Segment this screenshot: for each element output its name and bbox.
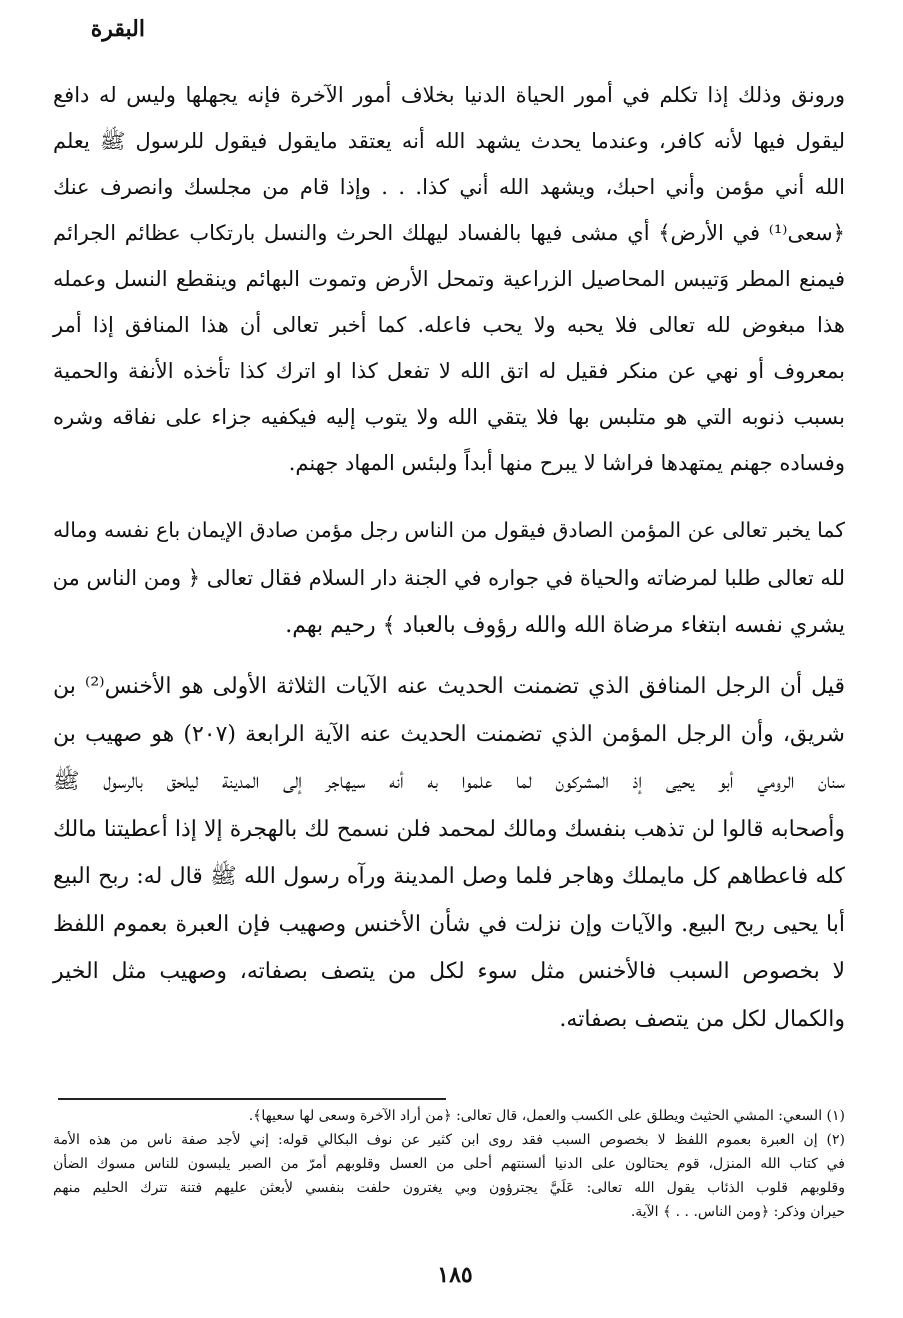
text-line: لا بخصوص السبب فالأخنس مثل سوء لكل من يتصف بصفاته، وصهيب مثل الخير [53,959,845,984]
text-line: شريق، وأن الرجل المؤمن الذي تضمنت الحديث عنه الآية الرابعة (٢٠٧) هو صهيب بن [53,721,845,747]
text-line: يشري نفسه ابتغاء مرضاة الله والله رؤوف بالعباد ﴾ رحيم بهم. [285,613,845,638]
text-line: الله أني مؤمن وأني احبك، ويشهد الله أني كذا. . . وإذا قام من مجلسك وانصرف عنك [53,175,845,199]
text-line: لله تعالى طلبا لمرضاته والحياة في جواره في الجنة دار السلام فقال تعالى ﴿ ومن الناس من [52,565,845,590]
footnote-divider [58,1098,446,1100]
text-line: سنان الرومي أبو يحيى إذ المشركون لما علموا به أنه سيهاجر إلى المدينة ليلحق بالرسول ﷺ [53,769,845,794]
text-line: أبا يحيى ربح البيع. والآيات وإن نزلت في شأن الأخنس وصهيب فإن العبرة بعموم اللفظ [53,911,845,937]
running-header: البقرة [90,16,145,42]
footnote-line: وقلوبهم قلوب الذئاب يقول الله تعالى: عَلَيَّ يجترؤون وبي يغترون حلفت بنفسي لأبعثن عليهم فتنة تترك الحليم منهم [53,1180,845,1196]
paragraph-believer [53,507,845,650]
text-line: كله فاعطاهم كل مايملك وهاجر فلما وصل المدينة ورآه رسول الله ﷺ قال له: ربح البيع [53,864,845,889]
text-line: فيمنع المطر وَتيبس المحاصيل الزراعية وتمحل الأرض وتموت البهائم وينقطع النسل وعمله [53,267,845,291]
text-line: والكمال لكل من يتصف بصفاته. [559,1006,845,1032]
text-line: بمعروف أو نهي عن منكر فقيل له اتق الله لا تفعل كذا او اترك كذا تأخذه الأنفة والحمية [53,359,845,383]
text-line: بسبب ذنوبه التي هو متلبس بها فلا يتقي الله ولا يتوب إليه فيكفيه جزاء على نفاقه وشره [53,405,845,429]
footnote-line: (١) السعي: المشي الحثيث ويطلق على الكسب والعمل، قال تعالى: ﴿من أراد الآخرة وسعى لها سعيها﴾. [248,1108,845,1124]
paragraph-occasion [53,663,845,1043]
paragraph-hypocrite [53,72,845,486]
footnotes [53,1104,845,1224]
text-line: وأصحابه قالوا لن تذهب بنفسك ومالك لمحمد فلن نسمح لك بالهجرة إلا إذا أعطيتنا مالك [53,816,845,842]
text-line: ورونق وذلك إذا تكلم في أمور الحياة الدنيا بخلاف أمور الآخرة فإنه يجهلها وليس له دافع [53,83,845,107]
page-number: ١٨٥ [437,1262,473,1288]
text-line: هذا مبغوض لله تعالى فلا يحبه ولا يحب فاعله. كما أخبر تعالى أن هذا المنافق إذا أمر [53,313,845,337]
text-line: كما يخبر تعالى عن المؤمن الصادق فيقول من الناس رجل مؤمن صادق الإيمان باع نفسه وماله [53,518,845,542]
text-line: قيل أن الرجل المنافق الذي تضمنت الحديث عنه الآيات الثلاثة الأولى هو الأخنس⁽²⁾ بن [53,674,845,699]
footnote-line: حيران وذكر: ﴿ومن الناس. . . ﴾ الآية. [630,1204,845,1220]
footnote-line: (٢) إن العبرة بعموم اللفظ لا بخصوص السبب فقد روى ابن كثير عن نوف البكالي قوله: إني لأجد صفة ناس من هذه الأمة [53,1132,845,1148]
footnote-line: في كتاب الله المنزل، قوم يحتالون على الدنيا ألسنتهم أحلى من العسل وقلوبهم أمرّ من الصبر يلبسون للناس مسوك الضأن [53,1156,845,1172]
text-line: ليقول فيها لأنه كافر، وعندما يحدث يشهد الله أنه يعتقد مايقول فيقول للرسول ﷺ يعلم [53,129,845,153]
text-line: وفساده جهنم يمتهدها فراشا لا يبرح منها أبداً ولبئس المهاد جهنم. [288,451,845,475]
text-line: ﴿سعى⁽¹⁾ في الأرض﴾ أي مشى فيها بالفساد ليهلك الحرث والنسل بارتكاب عظائم الجرائم [53,221,845,245]
